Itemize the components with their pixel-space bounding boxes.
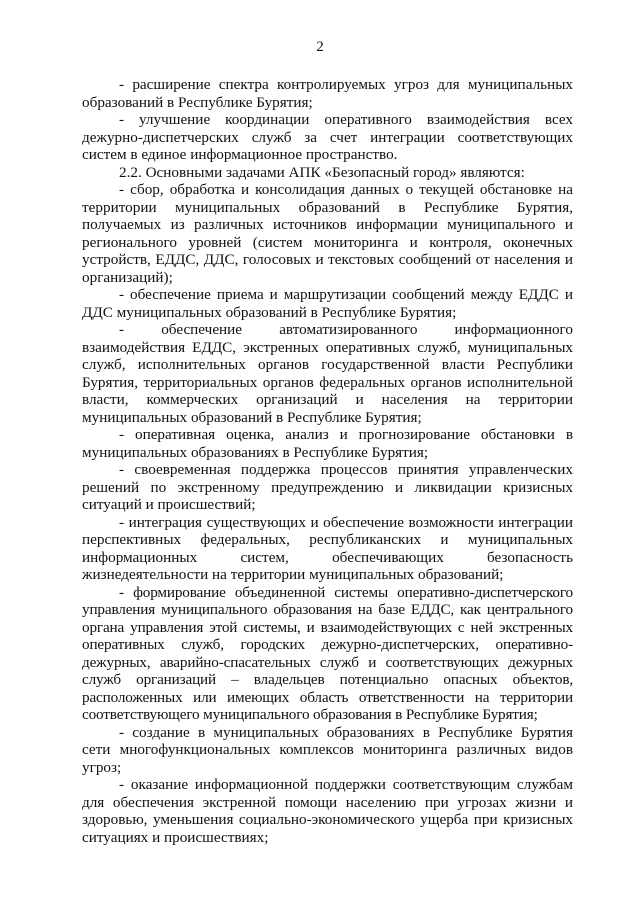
paragraph-situation-assessment: - оперативная оценка, анализ и прогнозирование обстановки в муниципальных образованиях в Республике Бурятия; — [82, 426, 573, 461]
paragraph-threat-spectrum: - расширение спектра контролируемых угроз для муниципальных образований в Республике Бурятия; — [82, 76, 573, 111]
paragraph-system-integration: - интеграция существующих и обеспечение возможности интеграции перспективных федеральных, республиканских и муниципальных информационных систем, обеспечивающих безопасность жизнедеятельности на территории муниципальных образований; — [82, 513, 573, 583]
paragraph-monitoring-network: - создание в муниципальных образованиях в Республике Бурятия сети многофункциональных комплексов мониторинга различных видов угроз; — [82, 723, 573, 776]
document-body — [82, 76, 573, 846]
paragraph-unified-dispatch: - формирование объединенной системы оперативно-диспетчерского управления муниципального образования на базе ЕДДС, как центрального органа управления этой системы, и взаимодействующих с ней экстренных оперативных служб, городских дежурно-диспетчерских, оперативно-дежурных, аварийно-спасательных служб и соответствующих дежурных служб организаций – владельцев потенциально опасных объектов, расположенных или имеющих область ответственности на территории соответствующего муниципального образования в Республике Бурятия; — [82, 583, 573, 723]
paragraph-information-support: - оказание информационной поддержки соответствующим службам для обеспечения экстренной помощи населению при угрозах жизни и здоровью, уменьшения социально-экономического ущерба при кризисных ситуациях и происшествиях; — [82, 776, 573, 846]
paragraph-decision-support: - своевременная поддержка процессов принятия управленческих решений по экстренному предупреждению и ликвидации кризисных ситуаций и происшествий; — [82, 461, 573, 513]
page-number: 2 — [316, 39, 324, 55]
section-heading-tasks: 2.2. Основными задачами АПК «Безопасный город» являются: — [119, 163, 525, 181]
paragraph-message-routing: - обеспечение приема и маршрутизации сообщений между ЕДДС и ДДС муниципальных образований в Республике Бурятия; — [82, 286, 573, 321]
paragraph-data-collection: - сбор, обработка и консолидация данных о текущей обстановке на территории муниципальных образований в Республике Бурятия, получаемых из различных источников информации муниципального и регионального уровней (систем мониторинга и контроля, оконечных устройств, ЕДДС, ДДС, голосовых и текстовых сообщений от населения и организаций); — [82, 181, 573, 286]
paragraph-automated-interaction: - обеспечение автоматизированного информационного взаимодействия ЕДДС, экстренных оперативных служб, муниципальных служб, исполнительных органов государственной власти Республики Бурятия, территориальных органов федеральных органов исполнительной власти, коммерческих организаций и населения на территории муниципальных образований в Республике Бурятия; — [82, 321, 573, 426]
paragraph-coordination: - улучшение координации оперативного взаимодействия всех дежурно-диспетчерских служб за счет интеграции соответствующих систем в единое информационное пространство. — [82, 111, 573, 163]
